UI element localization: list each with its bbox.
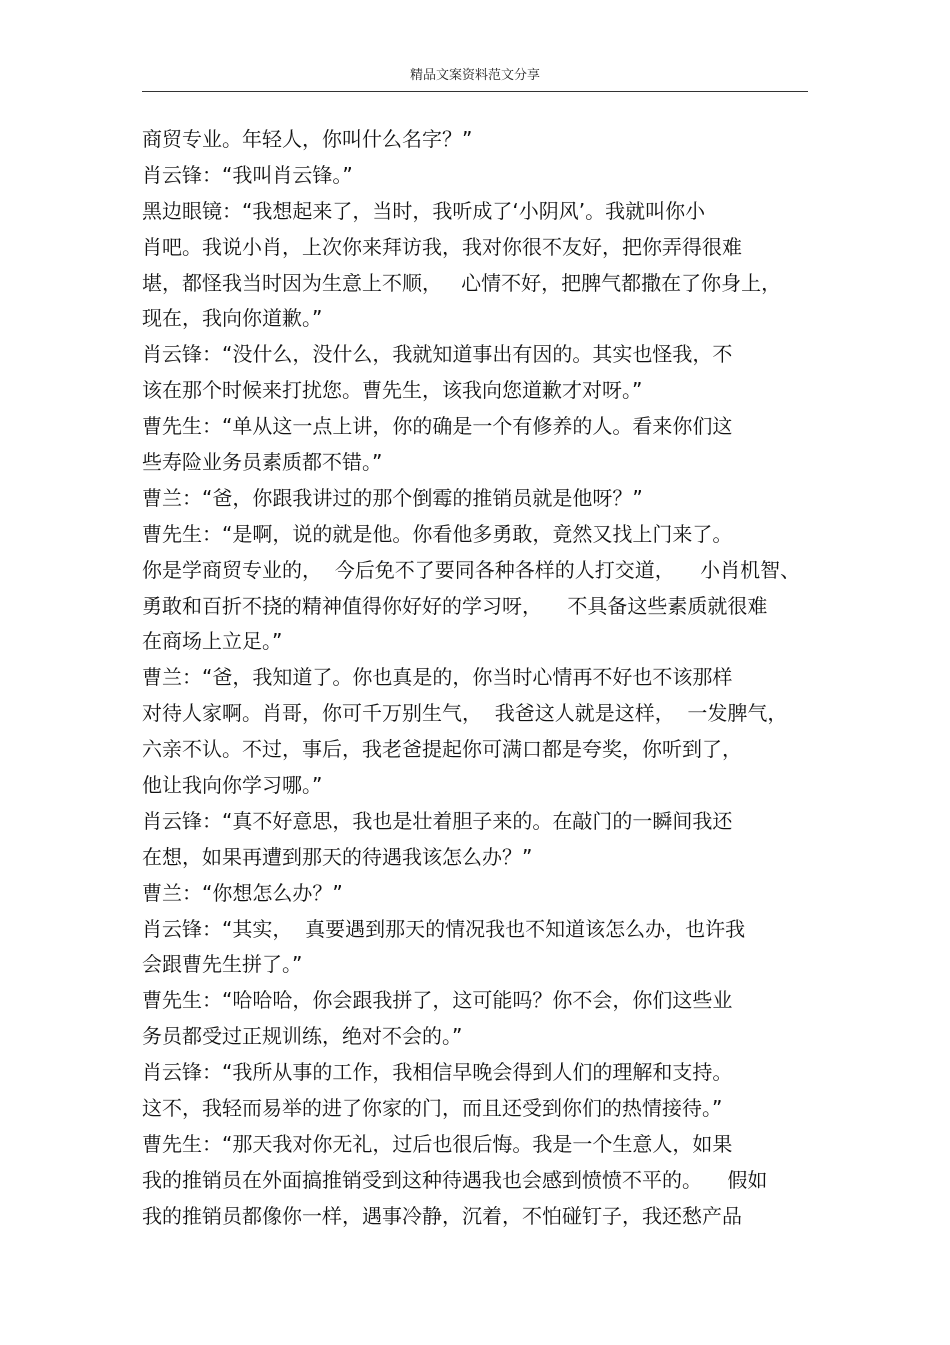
text-line: 曹先生：“那天我对你无礼，过后也很后悔。我是一个生意人，如果 bbox=[142, 1131, 733, 1156]
text-line: 堪，都怪我当时因为生意上不顺， 心情不好，把脾气都撒在了你身上， bbox=[142, 270, 782, 295]
text-line: 曹先生：“是啊，说的就是他。你看他多勇敢，竟然又找上门来了。 bbox=[142, 521, 733, 546]
text-line: 我的推销员都像你一样，遇事冷静，沉着，不怕碰钉子，我还愁产品 bbox=[142, 1203, 742, 1228]
text-line: 会跟曹先生拼了。” bbox=[142, 952, 303, 977]
text-line: 肖云锋：“真不好意思，我也是壮着胆子来的。在敲门的一瞬间我还 bbox=[142, 808, 733, 833]
text-line: 在商场上立足。” bbox=[142, 629, 283, 654]
text-line: 曹兰：“爸，你跟我讲过的那个倒霉的推销员就是他呀？” bbox=[142, 485, 643, 510]
text-line: 这不，我轻而易举的进了你家的门，而且还受到你们的热情接待。” bbox=[142, 1096, 723, 1121]
text-line: 你是学商贸专业的， 今后免不了要同各种各样的人打交道， 小肖机智、 bbox=[142, 557, 801, 582]
text-line: 我的推销员在外面搞推销受到这种待遇我也会感到愤愤不平的。 假如 bbox=[142, 1167, 768, 1192]
text-line: 曹先生：“单从这一点上讲，你的确是一个有修养的人。看来你们这 bbox=[142, 414, 733, 439]
text-line: 在想，如果再遭到那天的待遇我该怎么办？” bbox=[142, 844, 533, 869]
text-line: 肖云锋：“没什么，没什么，我就知道事出有因的。其实也怪我，不 bbox=[142, 342, 733, 367]
page-header bbox=[142, 58, 808, 92]
text-line: 曹兰：“爸，我知道了。你也真是的，你当时心情再不好也不该那样 bbox=[142, 665, 733, 690]
text-line: 曹兰：“你想怎么办？” bbox=[142, 880, 343, 905]
text-line: 肖云锋：“我所从事的工作，我相信早晚会得到人们的理解和支持。 bbox=[142, 1060, 733, 1085]
text-line: 曹先生：“哈哈哈，你会跟我拼了，这可能吗？你不会，你们这些业 bbox=[142, 988, 733, 1013]
text-line: 肖吧。我说小肖，上次你来拜访我，我对你很不友好，把你弄得很难 bbox=[142, 234, 742, 259]
text-line: 肖云锋：“我叫肖云锋。” bbox=[142, 162, 353, 187]
text-line: 现在，我向你道歉。” bbox=[142, 306, 323, 331]
text-line: 该在那个时候来打扰您。曹先生，该我向您道歉才对呀。” bbox=[142, 378, 643, 403]
document-body bbox=[142, 122, 812, 1235]
header-divider bbox=[142, 91, 808, 92]
text-line: 六亲不认。不过，事后，我老爸提起你可满口都是夸奖，你听到了， bbox=[142, 737, 742, 762]
header-title: 精品文案资料范文分享 bbox=[409, 68, 540, 83]
text-line: 务员都受过正规训练，绝对不会的。” bbox=[142, 1024, 463, 1049]
text-line: 商贸专业。年轻人，你叫什么名字？” bbox=[142, 127, 473, 151]
text-line: 对待人家啊。肖哥，你可千万别生气， 我爸这人就是这样， 一发脾气， bbox=[142, 701, 788, 726]
text-line: 他让我向你学习哪。” bbox=[142, 773, 323, 798]
text-line: 肖云锋：“其实， 真要遇到那天的情况我也不知道该怎么办，也许我 bbox=[142, 916, 746, 941]
text-line: 勇敢和百折不挠的精神值得你好好的学习呀， 不具备这些素质就很难 bbox=[142, 593, 768, 618]
text-line: 些寿险业务员素质都不错。” bbox=[142, 450, 383, 475]
text-line: 黑边眼镜：“我想起来了，当时，我听成了‘小阴风’。我就叫你小 bbox=[142, 198, 706, 223]
